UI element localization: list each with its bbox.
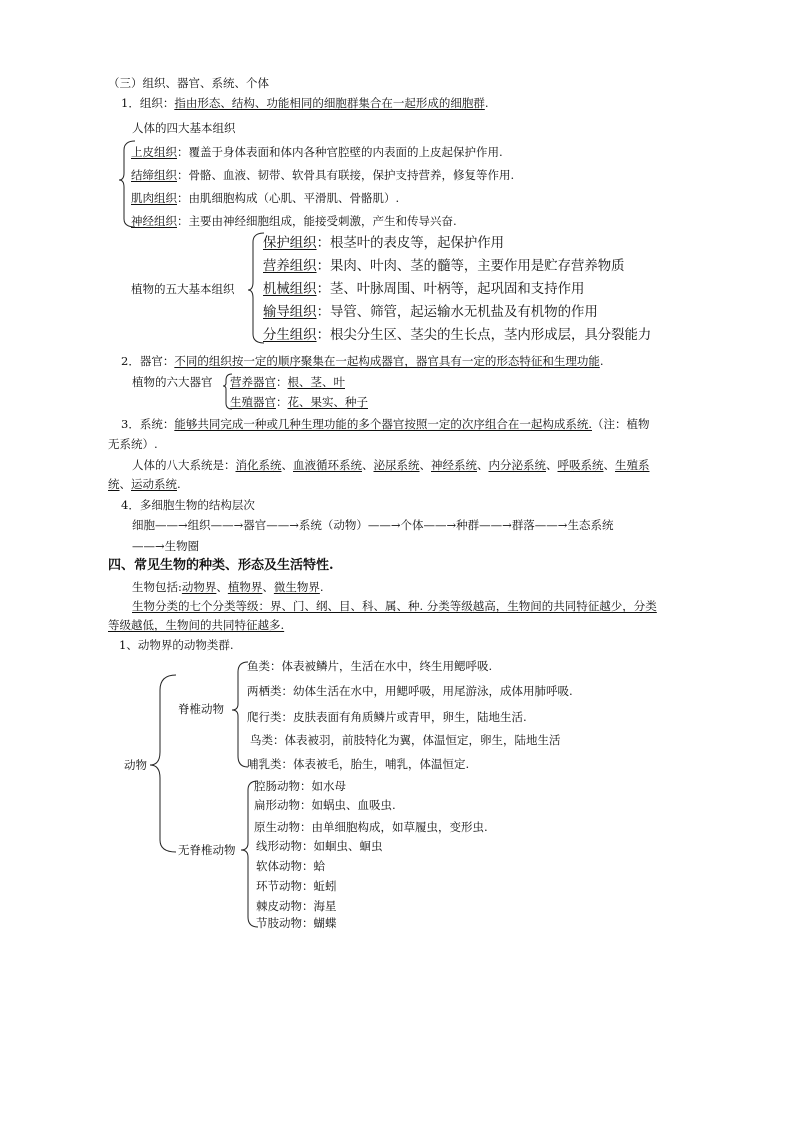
tissue-label: 1．组织： — [121, 96, 175, 110]
plant-tissues-title: 植物的五大基本组织 — [131, 282, 235, 296]
plant-tissue-name: 输导组织 — [263, 305, 317, 320]
human-system: 血液循环系统 — [293, 458, 362, 472]
kingdom: 微生物界 — [273, 580, 320, 594]
invertebrate-label: 无脊椎动物 — [178, 843, 236, 857]
paragraph-system-definition — [121, 417, 649, 431]
human-system: 消化系统 — [235, 458, 282, 472]
human-tissue-row: 神经组织：主要由神经细胞组成，能接受刺激，产生和传导兴奋. — [131, 214, 457, 228]
plant-tissue-row: 营养组织：果肉、叶肉、茎的髓等，主要作用是贮存营养物质 — [263, 259, 625, 274]
plant-organ-row: 生殖器官：花、果实、种子 — [230, 395, 368, 409]
vertebrate-class: 鸟类：体表被羽，前肢特化为翼，体温恒定，卵生，陆地生活 — [250, 733, 561, 747]
invertebrate-phylum: 软体动物：蛤 — [256, 859, 325, 873]
plant-tissue-name: 机械组织 — [263, 282, 317, 297]
paragraph-tissue-definition: 1．组织：指由形态、结构、功能相同的细胞群集合在一起形成的细胞群. — [121, 96, 489, 110]
invertebrate-phylum: 环节动物：蚯蚓 — [256, 879, 337, 893]
plant-organ-row: 营养器官：根、茎、叶 — [230, 375, 345, 389]
vertebrate-label: 脊椎动物 — [178, 702, 224, 716]
vertebrate-class: 爬行类：皮肤表面有角质鳞片或青甲，卵生，陆地生活. — [247, 710, 527, 724]
human-systems-line-2: 统、运动系统. — [108, 477, 181, 491]
invertebrate-phylum: 腔肠动物：如水母 — [254, 779, 346, 793]
human-system: 神经系统 — [431, 458, 477, 472]
human-system: 运动系统 — [131, 477, 177, 491]
invertebrate-phylum: 线形动物：如蛔虫、蛔虫 — [256, 839, 383, 853]
organ-label: 2．器官： — [121, 354, 175, 368]
human-tissue-name: 结缔组织 — [131, 168, 177, 182]
invertebrate-phylum: 扁形动物：如蜗虫、血吸虫. — [254, 798, 396, 812]
structure-levels-line: 细胞——→组织——→器官——→系统（动物）——→个体——→种群——→群落——→生态系统 — [132, 518, 614, 532]
kingdoms-line: 生物包括:动物界、植物界、微生物界. — [132, 580, 324, 594]
vertebrate-brace — [232, 662, 248, 767]
plant-tissue-name: 营养组织 — [263, 259, 317, 274]
human-tissue-name: 神经组织 — [131, 214, 177, 228]
plant-tissue-row: 保护组织：根茎叶的表皮等，起保护作用 — [263, 236, 505, 251]
vertebrate-class: 鱼类：体表被鳞片，生活在水中，终生用鳃呼吸. — [247, 659, 493, 673]
plant-tissue-row: 输导组织：导管、筛管，起运输水无机盐及有机物的作用 — [263, 305, 598, 320]
human-tissue-name: 肌肉组织 — [131, 191, 177, 205]
tissue-definition: 指由形态、结构、功能相同的细胞群集合在一起形成的细胞群 — [174, 96, 485, 110]
system-note: （注：植物 — [591, 417, 650, 431]
invertebrate-phylum: 棘皮动物：海星 — [256, 899, 337, 913]
ranks-line: 生物分类的七个分类等级：界、门、纲、目、科、属、种. 分类等级越高，生物间的共同特征越少，分类 — [132, 599, 657, 613]
plant-tissue-row: 分生组织：根尖分生区、茎尖的生长点，茎内形成层，具分裂能力 — [263, 328, 652, 343]
human-systems-line: 人体的八大系统是：消化系统、血液循环系统、泌尿系统、神经系统、内分泌系统、呼吸系统、生殖系 — [132, 458, 650, 472]
system-definition: 能够共同完成一种或几种生理功能的多个器官按照一定的次序组合在一起构成系统. — [174, 417, 592, 431]
animal-root-brace — [150, 675, 176, 852]
human-tissue-name: 上皮组织 — [131, 145, 177, 159]
structure-levels-line-2: ——→生物圈 — [132, 539, 200, 553]
organ-definition: 不同的组织按一定的顺序聚集在一起构成器官，器官具有一定的形态特征和生理功能 — [174, 354, 600, 368]
ranks-line-2: 等级越低，生物间的共同特征越多. — [108, 618, 285, 632]
human-tissue-row: 结缔组织：骨骼、血液、韧带、软骨具有联接，保护支持营养，修复等作用. — [131, 168, 515, 182]
plant-tissue-name: 分生组织 — [263, 328, 317, 343]
system-label: 3．系统： — [121, 417, 175, 431]
human-tissue-row: 上皮组织：覆盖于身体表面和体内各种官腔壁的内表面的上皮起保护作用. — [131, 145, 503, 159]
plant-organ-name: 营养器官 — [230, 375, 276, 389]
plant-tissues-brace — [248, 233, 264, 343]
animal-root-label: 动物 — [124, 758, 147, 772]
human-tissue-row: 肌肉组织：由肌细胞构成（心肌、平滑肌、骨骼肌）. — [131, 191, 400, 205]
plant-tissue-name: 保护组织 — [263, 236, 317, 251]
plant-tissue-row: 机械组织：茎、叶脉周围、叶柄等，起巩固和支持作用 — [263, 282, 585, 297]
plant-organs-title: 植物的六大器官 — [132, 375, 213, 389]
human-system: 内分泌系统 — [488, 458, 546, 472]
kingdom: 植物界 — [227, 580, 263, 594]
invertebrate-phylum: 原生动物：由单细胞构成，如草履虫，变形虫. — [254, 820, 488, 834]
vertebrate-class: 哺乳类：体表被毛，胎生，哺乳，体温恒定. — [247, 757, 470, 771]
structure-levels-title: 4．多细胞生物的结构层次 — [121, 498, 255, 512]
kingdom: 动物界 — [181, 580, 217, 594]
plant-organ-name: 生殖器官 — [230, 395, 276, 409]
section-4-title: 四、常见生物的种类、形态及生活特性. — [108, 558, 334, 573]
section-3-title: （三）组织、器官、系统、个体 — [108, 76, 269, 90]
paragraph-organ-definition: 2．器官：不同的组织按一定的顺序聚集在一起构成器官，器官具有一定的形态特征和生理功能. — [121, 354, 604, 368]
human-system: 泌尿系统 — [373, 458, 420, 472]
system-note-cont: 无系统）. — [108, 437, 158, 451]
human-system: 生殖系 — [615, 458, 650, 472]
invertebrate-phylum: 节肢动物：蝴蝶 — [256, 916, 337, 930]
human-tissues-title: 人体的四大基本组织 — [132, 121, 236, 135]
animal-groups-heading: 1、动物界的动物类群. — [119, 638, 234, 652]
vertebrate-class: 两栖类：幼体生活在水中，用鳃呼吸，用尾游泳，成体用肺呼吸. — [247, 684, 573, 698]
human-system: 呼吸系统 — [557, 458, 604, 472]
